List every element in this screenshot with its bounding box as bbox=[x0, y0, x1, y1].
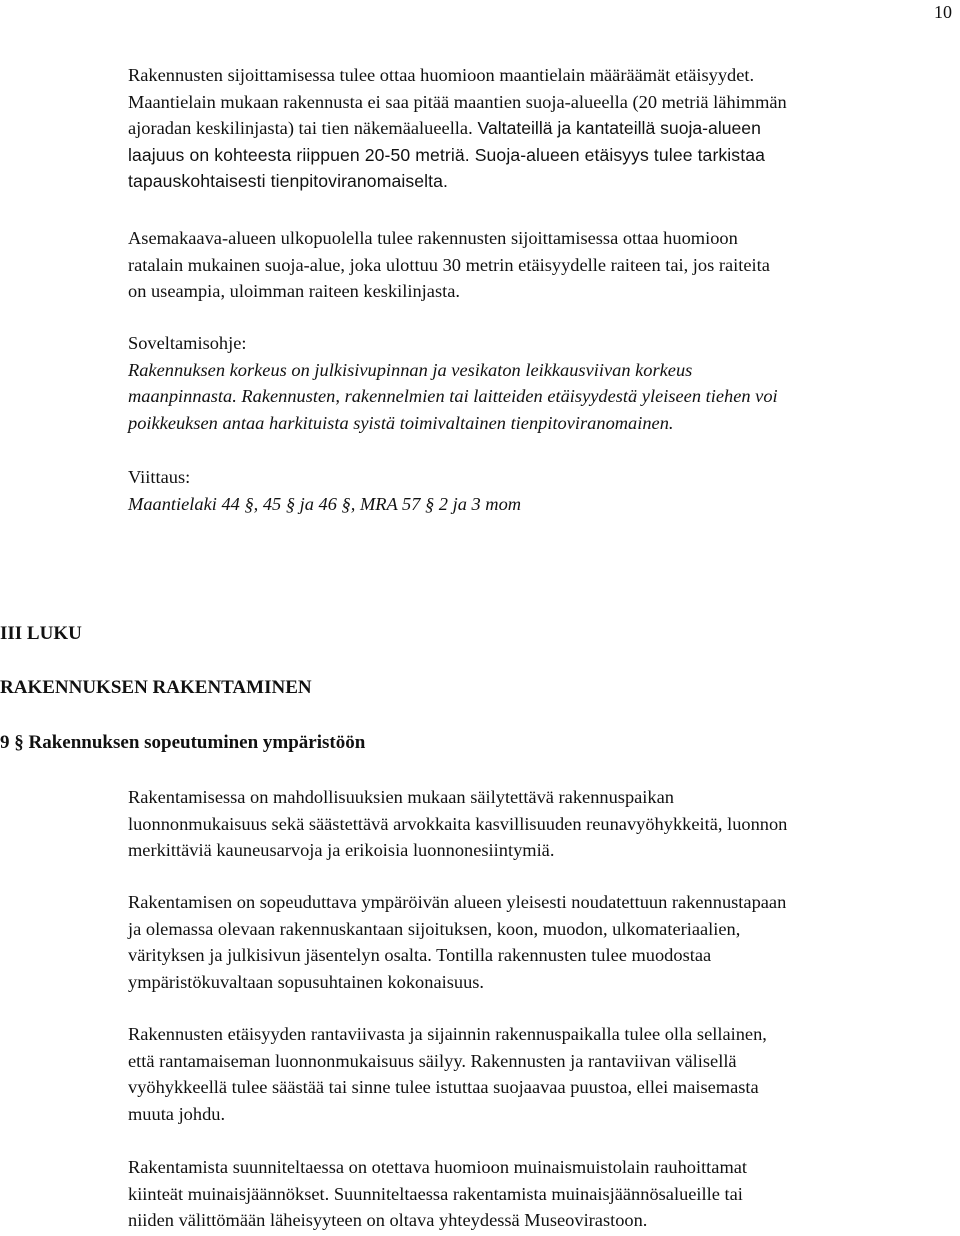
text-line: Rakennusten etäisyyden rantaviivasta ja sijainnin rakennuspaikalla tulee olla sellainen, bbox=[128, 1024, 767, 1044]
reference-note bbox=[128, 464, 954, 517]
section-symbol: § bbox=[341, 493, 351, 514]
text-line: Rakennuksen korkeus on julkisivupinnan ja vesikaton leikkausviivan korkeus bbox=[128, 359, 693, 380]
text-line: ja olemassa olevaan rakennuskantaan sijoituksen, koon, muodon, ulkomateriaalien, bbox=[128, 918, 741, 939]
text-segment: , MRA 57 bbox=[350, 493, 425, 514]
text-line: poikkeuksen antaa harkituista syistä toimivaltainen tienpitoviranomainen. bbox=[128, 412, 674, 433]
text-line: ratalain mukainen suoja-alue, joka ulottuu 30 metrin etäisyydelle raiteen tai, jos raiteita bbox=[128, 254, 770, 275]
text-line: niiden välittömään läheisyyteen on oltava yhteydessä Museovirastoon. bbox=[128, 1210, 648, 1230]
paragraph-antiquities bbox=[128, 1154, 954, 1234]
text-line: että rantamaiseman luonnonmukaisuus säilyy. Rakennusten ja rantaviivan välisellä bbox=[128, 1050, 737, 1071]
guidance-label: Soveltamisohje: bbox=[128, 333, 247, 353]
text-line: maanpinnasta. Rakennusten, rakennelmien tai laitteiden etäisyydestä yleiseen tiehen voi bbox=[128, 386, 778, 406]
paragraph-rail-distances bbox=[128, 225, 954, 305]
text-line: muuta johdu. bbox=[128, 1103, 226, 1124]
text-line: värityksen ja julkisivun jäsentelyn osalta. Tontilla rakennusten tulee muodostaa bbox=[128, 945, 712, 965]
paragraph-nature bbox=[128, 784, 954, 864]
page-number: 10 bbox=[934, 2, 952, 22]
text-line: Rakentamista suunniteltaessa on otettava huomioon muinaismuistolain rauhoittamat bbox=[128, 1157, 748, 1177]
section-heading bbox=[0, 732, 365, 754]
text-line: tapauskohtaisesti tienpitoviranomaiselta. bbox=[128, 171, 448, 191]
text-line bbox=[128, 115, 954, 142]
text-line: vyöhykkeellä tulee säästää tai sinne tulee istuttaa suojaavaa puustoa, ellei maisemasta bbox=[128, 1077, 759, 1097]
text-segment: Valtateillä ja kantateillä suoja-alueen bbox=[472, 118, 761, 138]
section-symbol: § bbox=[14, 732, 24, 753]
text-segment: ja 46 bbox=[295, 493, 342, 514]
text-line: ympäristökuvaltaan sopusuhtainen kokonaisuus. bbox=[128, 971, 485, 992]
text-segment: 2 ja 3 mom bbox=[434, 493, 522, 514]
text-line: kiinteät muinaisjäännökset. Suunniteltaessa rakentamista muinaisjäännösalueille tai bbox=[128, 1183, 743, 1204]
text-line: Rakentamisen on sopeuduttava ympäröivän alueen yleisesti noudatettuun rakennustapaan bbox=[128, 892, 787, 912]
chapter-number: III LUKU bbox=[0, 623, 82, 644]
reference-text bbox=[128, 491, 954, 518]
guidance-note bbox=[128, 330, 954, 436]
text-segment: ajoradan keskilinjasta) tai tien näkemäalueella. bbox=[128, 118, 473, 138]
text-line: Asemakaava-alueen ulkopuolella tulee rakennusten sijoittamisessa ottaa huomioon bbox=[128, 228, 738, 248]
section-symbol: § bbox=[285, 493, 296, 514]
section-symbol: § bbox=[425, 493, 435, 514]
text-line: Maantielain mukaan rakennusta ei saa pitää maantien suoja-alueella (20 metriä lähimmän bbox=[128, 91, 787, 112]
paragraph-adaptation bbox=[128, 889, 954, 995]
section-number: 9 bbox=[0, 732, 15, 753]
text-line: Rakentamisessa on mahdollisuuksien mukaan säilytettävä rakennuspaikan bbox=[128, 787, 674, 807]
text-segment: , 45 bbox=[253, 493, 286, 514]
text-line: Rakennusten sijoittamisessa tulee ottaa huomioon maantielain määräämät etäisyydet. bbox=[128, 65, 755, 85]
reference-label: Viittaus: bbox=[128, 467, 191, 487]
text-line: luonnonmukaisuus sekä säästettävä arvokkaita kasvillisuuden reunavyöhykkeitä, luonnon bbox=[128, 813, 788, 834]
paragraph-road-distances bbox=[128, 62, 954, 195]
text-line: merkittäviä kauneusarvoja ja erikoisia luonnonesiintymiä. bbox=[128, 840, 555, 860]
section-symbol: § bbox=[244, 493, 254, 514]
section-title: Rakennuksen sopeutuminen ympäristöön bbox=[23, 732, 366, 753]
paragraph-shoreline bbox=[128, 1021, 954, 1127]
text-line: on useampia, uloimman raiteen keskilinjasta. bbox=[128, 281, 460, 301]
text-line: laajuus on kohteesta riippuen 20-50 metriä. Suoja-alueen etäisyys tulee tarkistaa bbox=[128, 144, 765, 165]
chapter-title: RAKENNUKSEN RAKENTAMINEN bbox=[0, 677, 312, 698]
text-segment: Maantielaki 44 bbox=[128, 493, 245, 514]
